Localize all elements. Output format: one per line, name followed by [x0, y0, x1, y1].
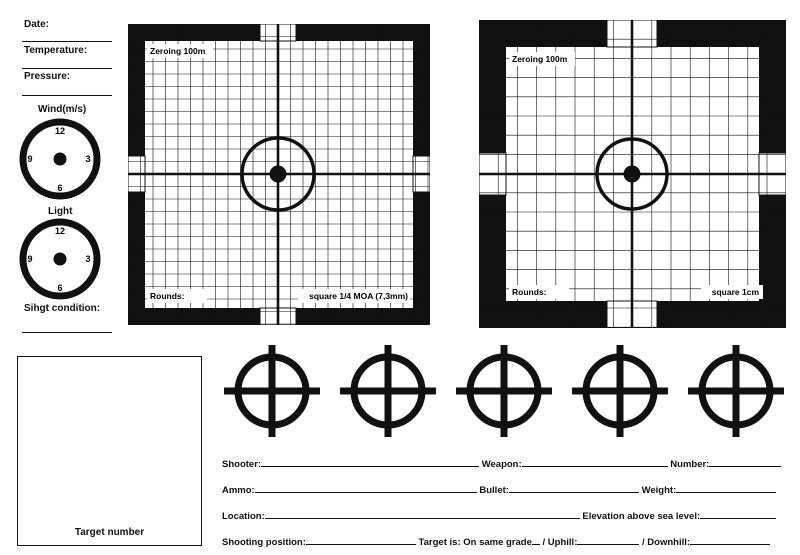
grid-scale-label: square 1cm — [711, 287, 759, 297]
light-dial-9: 9 — [27, 254, 33, 264]
wind-dial — [18, 117, 102, 201]
uphill-field[interactable] — [577, 535, 639, 545]
bullet-field[interactable] — [509, 483, 639, 493]
shooter-label: Shooter: — [222, 459, 262, 470]
temperature-label: Temperature: — [24, 45, 88, 56]
wind-dial-6: 6 — [57, 183, 63, 193]
pressure-field[interactable] — [22, 95, 112, 96]
elevation-label: Elevation above sea level: — [582, 511, 701, 522]
date-label: Date: — [24, 19, 50, 30]
light-dial-12: 12 — [54, 226, 66, 236]
bullet-label: Bullet: — [479, 485, 509, 496]
target-is-label: Target is: On same grade — [418, 537, 532, 548]
wind-dial-12: 12 — [54, 126, 66, 136]
aim-dot — [270, 166, 287, 183]
small-crosshair-target — [456, 345, 552, 437]
shooting-position-field[interactable] — [306, 535, 416, 545]
elevation-field[interactable] — [700, 509, 776, 519]
uphill-label: / Uphill: — [542, 537, 578, 548]
shooter-field[interactable] — [261, 457, 479, 467]
location-label: Location: — [222, 511, 265, 522]
sight-condition-field[interactable] — [22, 332, 112, 333]
light-title: Light — [48, 206, 73, 217]
sight-condition-label: Sihgt condition: — [24, 303, 101, 314]
pressure-label: Pressure: — [24, 71, 71, 82]
grid-scale-label: square 1/4 MOA (7,3mm) — [309, 291, 408, 301]
rounds-label: Rounds: — [512, 287, 547, 297]
wind-title: Wind(m/s) — [38, 104, 87, 115]
weapon-field[interactable] — [522, 457, 668, 467]
ammo-label: Ammo: — [222, 485, 255, 496]
rounds-label: Rounds: — [150, 291, 185, 301]
weight-label: Weight: — [641, 485, 677, 496]
aim-dot — [624, 166, 641, 183]
small-crosshair-target — [340, 345, 436, 437]
target-number-box[interactable] — [17, 356, 202, 546]
weapon-label: Weapon: — [481, 459, 522, 470]
temperature-field[interactable] — [22, 68, 112, 69]
zeroing-label: Zeroing 100m — [150, 46, 206, 56]
small-crosshair-target — [572, 345, 668, 437]
number-field[interactable] — [709, 457, 781, 467]
downhill-label: / Downhill: — [642, 537, 691, 548]
ammo-field[interactable] — [255, 483, 477, 493]
same-grade-field[interactable] — [532, 535, 540, 545]
shooting-position-label: Shooting position: — [222, 537, 306, 548]
wind-dial-9: 9 — [27, 154, 33, 164]
date-field[interactable] — [22, 41, 112, 42]
downhill-field[interactable] — [690, 535, 770, 545]
location-field[interactable] — [265, 509, 580, 519]
light-dial — [18, 217, 102, 301]
zeroing-label: Zeroing 100m — [512, 54, 568, 64]
light-dial-3: 3 — [85, 254, 91, 264]
weight-field[interactable] — [676, 483, 776, 493]
small-crosshair-target — [688, 345, 784, 437]
target-number-label: Target number — [74, 527, 145, 538]
light-dial-6: 6 — [57, 283, 63, 293]
zeroing-target-moa — [128, 24, 430, 325]
small-crosshair-target — [224, 345, 320, 437]
zeroing-target-cm — [479, 20, 786, 328]
number-label: Number: — [670, 459, 710, 470]
wind-dial-3: 3 — [85, 154, 91, 164]
small-targets-row — [220, 340, 790, 440]
